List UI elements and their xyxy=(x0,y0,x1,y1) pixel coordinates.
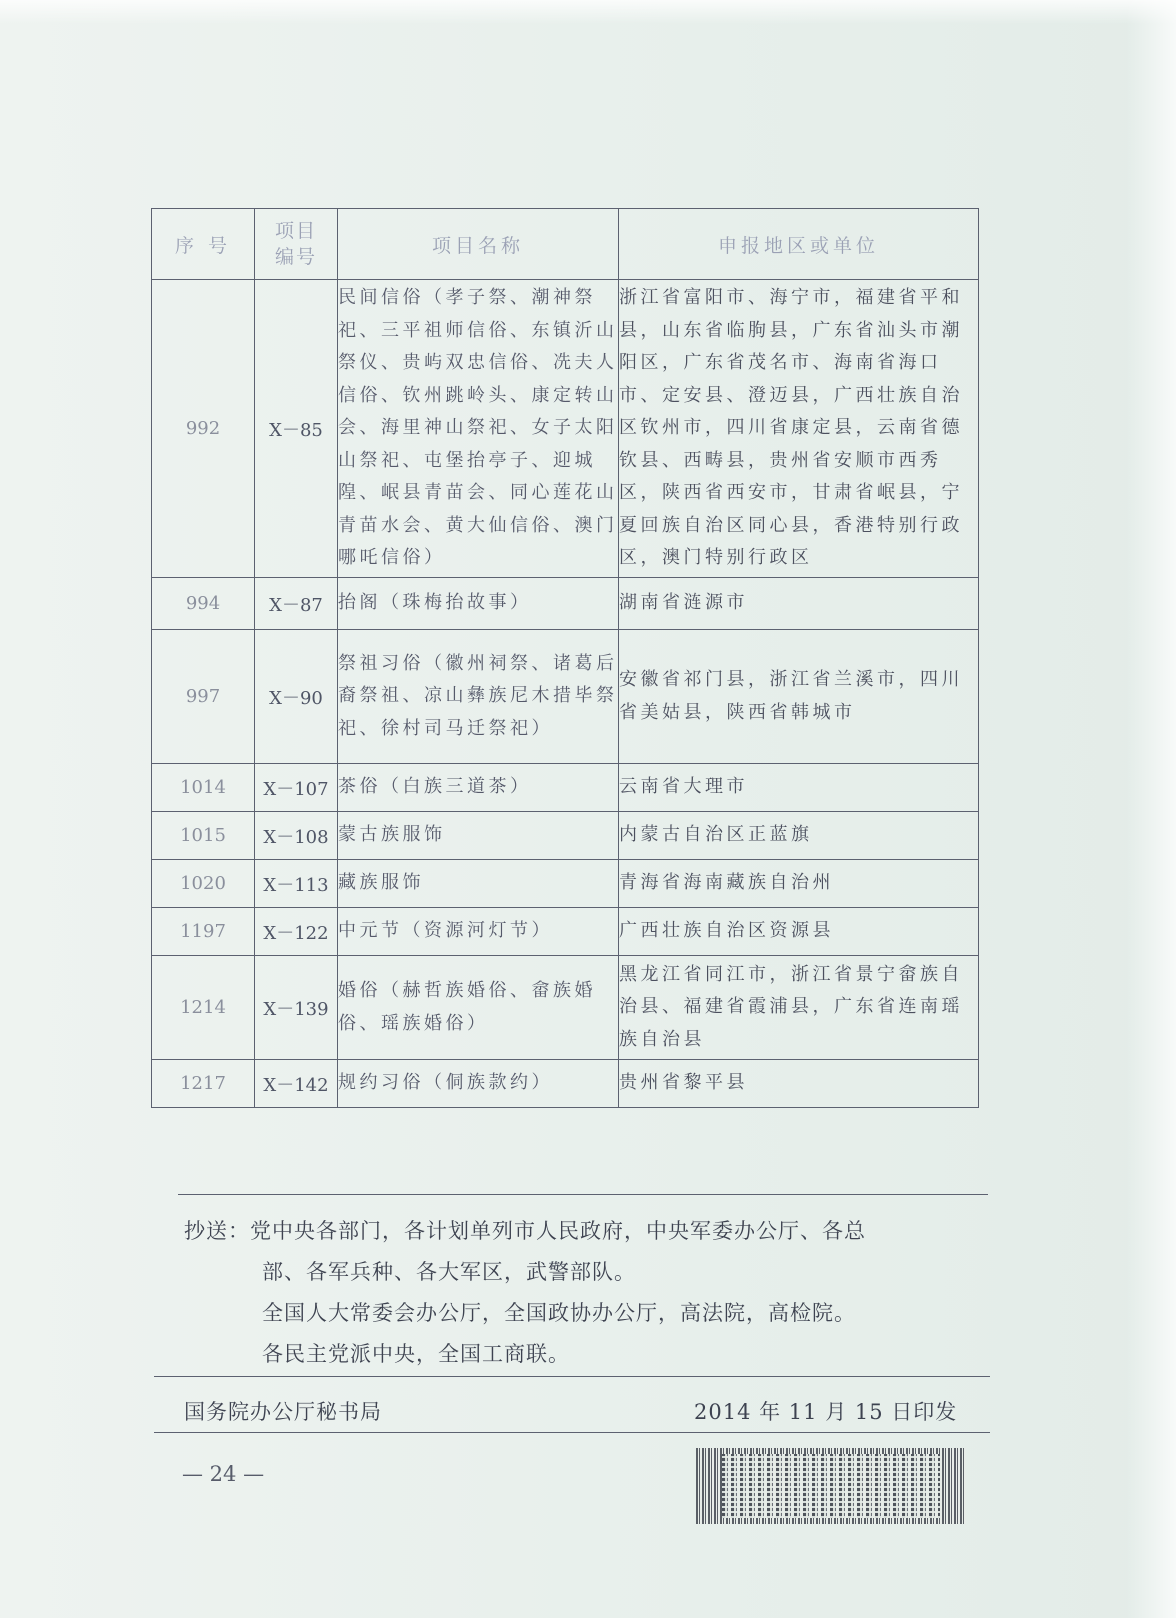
footer-bottom-rule xyxy=(154,1432,990,1433)
cell-name: 祭祖习俗（徽州祠祭、诸葛后裔祭祖、凉山彝族尼木措毕祭祀、徐村司马迁祭祀） xyxy=(338,630,619,764)
table-row xyxy=(152,860,979,908)
table-row xyxy=(152,764,979,812)
cell-code: Ⅹ－139 xyxy=(255,956,338,1060)
cell-region: 安徽省祁门县，浙江省兰溪市，四川省美姑县，陕西省韩城市 xyxy=(619,630,979,764)
cell-region: 云南省大理市 xyxy=(619,764,979,812)
cell-code: Ⅹ－108 xyxy=(255,812,338,860)
cc-line-1: 抄送：党中央各部门，各计划单列市人民政府，中央军委办公厅、各总 xyxy=(184,1219,866,1243)
table-row xyxy=(152,956,979,1060)
header-code xyxy=(255,209,338,280)
cell-seq: 1014 xyxy=(152,764,255,812)
cc-line-3: 全国人大常委会办公厅，全国政协办公厅，高法院，高检院。 xyxy=(262,1301,856,1325)
cell-seq: 1020 xyxy=(152,860,255,908)
header-name: 项目名称 xyxy=(338,209,619,280)
cell-seq: 997 xyxy=(152,630,255,764)
barcode-icon xyxy=(696,1448,966,1524)
cell-name: 中元节（资源河灯节） xyxy=(338,908,619,956)
header-code-line2: 编号 xyxy=(274,246,317,268)
header-region: 申报地区或单位 xyxy=(619,209,979,280)
table-row xyxy=(152,630,979,764)
cell-seq: 1015 xyxy=(152,812,255,860)
cell-name: 民间信俗（孝子祭、潮神祭祀、三平祖师信俗、东镇沂山祭仪、贵屿双忠信俗、冼夫人信俗、钦州跳岭头、康定转山会、海里神山祭祀、女子太阳山祭祀、屯堡抬亭子、迎城隍、岷县青苗会、同心莲花山青苗水会、黄大仙信俗、澳门哪吒信俗） xyxy=(338,280,619,578)
cell-region: 浙江省富阳市、海宁市，福建省平和县，山东省临朐县，广东省汕头市潮阳区，广东省茂名市、海南省海口市、定安县、澄迈县，广西壮族自治区钦州市，四川省康定县，云南省德钦县、西畴县，贵州省安顺市西秀区，陕西省西安市，甘肃省岷县，宁夏回族自治区同心县，香港特别行政区，澳门特别行政区 xyxy=(619,280,979,578)
cell-seq: 994 xyxy=(152,578,255,630)
page-number: — 24 — xyxy=(182,1462,265,1486)
cell-region: 广西壮族自治区资源县 xyxy=(619,908,979,956)
cell-code: Ⅹ－142 xyxy=(255,1060,338,1108)
cell-name: 抬阁（珠梅抬故事） xyxy=(338,578,619,630)
cell-name: 婚俗（赫哲族婚俗、畲族婚俗、瑶族婚俗） xyxy=(338,956,619,1060)
scan-edge-right xyxy=(1126,0,1176,1618)
table-row xyxy=(152,812,979,860)
cell-seq: 1214 xyxy=(152,956,255,1060)
cell-name: 藏族服饰 xyxy=(338,860,619,908)
header-code-line1: 项目 xyxy=(274,220,317,242)
barcode-matrix xyxy=(722,1454,940,1518)
cell-region: 湖南省涟源市 xyxy=(619,578,979,630)
cell-name: 蒙古族服饰 xyxy=(338,812,619,860)
issue-date: 2014 年 11 月 15 日印发 xyxy=(694,1400,958,1424)
cell-region: 青海省海南藏族自治州 xyxy=(619,860,979,908)
table-row xyxy=(152,280,979,578)
heritage-project-table xyxy=(151,208,979,1108)
cell-code: Ⅹ－107 xyxy=(255,764,338,812)
cc-bottom-rule xyxy=(154,1376,990,1377)
table-header-row xyxy=(152,209,979,280)
cell-code: Ⅹ－87 xyxy=(255,578,338,630)
cell-name: 规约习俗（侗族款约） xyxy=(338,1060,619,1108)
table-row xyxy=(152,578,979,630)
table-row xyxy=(152,1060,979,1108)
cc-line-2: 部、各军兵种、各大军区，武警部队。 xyxy=(262,1260,636,1284)
cell-seq: 1197 xyxy=(152,908,255,956)
cell-region: 黑龙江省同江市，浙江省景宁畲族自治县、福建省霞浦县，广东省连南瑶族自治县 xyxy=(619,956,979,1060)
scan-edge-top xyxy=(0,0,1176,24)
cell-name: 茶俗（白族三道茶） xyxy=(338,764,619,812)
cc-line-4: 各民主党派中央，全国工商联。 xyxy=(262,1342,570,1366)
cell-code: Ⅹ－85 xyxy=(255,280,338,578)
table-row xyxy=(152,908,979,956)
cell-region: 内蒙古自治区正蓝旗 xyxy=(619,812,979,860)
cell-code: Ⅹ－122 xyxy=(255,908,338,956)
cell-region: 贵州省黎平县 xyxy=(619,1060,979,1108)
cell-seq: 1217 xyxy=(152,1060,255,1108)
header-seq: 序 号 xyxy=(152,209,255,280)
cell-seq: 992 xyxy=(152,280,255,578)
cell-code: Ⅹ－90 xyxy=(255,630,338,764)
issuer: 国务院办公厅秘书局 xyxy=(184,1400,382,1424)
cell-code: Ⅹ－113 xyxy=(255,860,338,908)
cc-top-rule xyxy=(178,1194,988,1195)
